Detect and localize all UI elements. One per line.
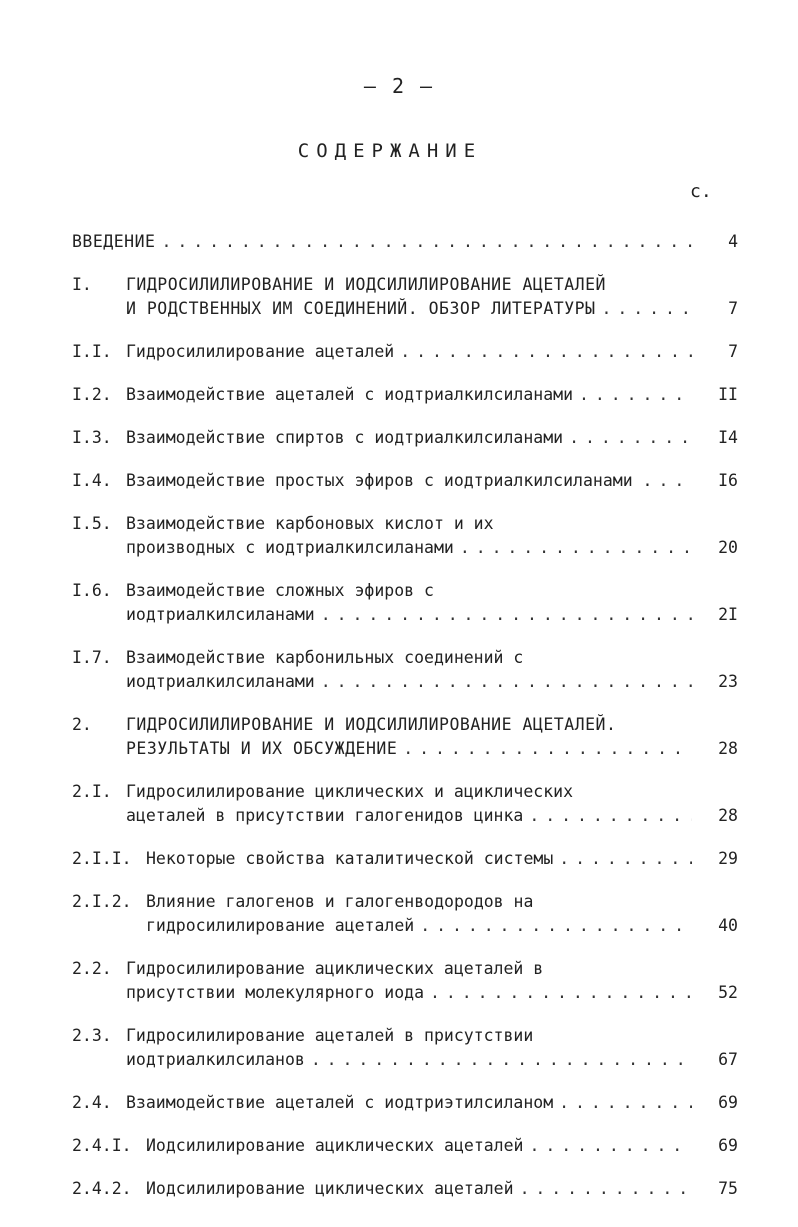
toc-entry-title: ГИДРОСИЛИЛИРОВАНИЕ И ИОДСИЛИЛИРОВАНИЕ АЦЕТАЛЕЙ. [126, 715, 617, 734]
toc-entry-number: 2.I.2. [72, 892, 132, 911]
toc-entry [72, 780, 738, 828]
toc-entry-line [72, 536, 738, 560]
toc-entry-line [72, 230, 738, 254]
toc-entry-line [72, 297, 738, 321]
dot-leader [161, 230, 692, 254]
toc-entry-line [72, 1091, 738, 1115]
toc-entry-number: I.I. [72, 342, 112, 361]
toc-entry-line [72, 340, 738, 364]
toc-entry-line [72, 426, 738, 450]
dot-leader [559, 847, 692, 871]
toc-entry-title: гидросилилирование ацеталей [146, 916, 415, 935]
dot-leader [559, 1091, 692, 1115]
toc-entry-number: I.5. [72, 514, 112, 533]
toc-entry [72, 646, 738, 694]
toc-entry-line [72, 780, 738, 804]
toc-entry-title: ВВЕДЕНИЕ [72, 232, 156, 251]
dot-leader [311, 1048, 692, 1072]
toc-entry-title: Иодсилилирование ациклических ацеталей [146, 1136, 524, 1155]
table-of-contents [72, 230, 738, 1220]
dot-leader [520, 1177, 692, 1201]
toc-entry [72, 230, 738, 254]
toc-entry-line [72, 512, 738, 536]
toc-entry-title: иодтриалкилсиланами [126, 605, 315, 624]
toc-entry-page: 7 [728, 299, 738, 318]
toc-entry-title: Взаимодействие карбоновых кислот и их [126, 514, 494, 533]
toc-entry [72, 579, 738, 627]
toc-entry-number: I. [72, 275, 92, 294]
toc-entry-title: ГИДРОСИЛИЛИРОВАНИЕ И ИОДСИЛИЛИРОВАНИЕ АЦЕТАЛЕЙ [126, 275, 606, 294]
toc-entry [72, 713, 738, 761]
toc-entry-line [72, 579, 738, 603]
toc-entry-title: Взаимодействие карбонильных соединений с [126, 648, 524, 667]
toc-entry-page: 28 [718, 739, 738, 758]
dot-leader [579, 383, 692, 407]
toc-entry-line [72, 890, 738, 914]
toc-entry-line [72, 273, 738, 297]
toc-entry-page: 75 [718, 1179, 738, 1198]
toc-entry-title: иодтриалкилсиланов [126, 1050, 305, 1069]
toc-entry-title: Взаимодействие простых эфиров с иодтриалкилсиланами . [126, 471, 653, 490]
toc-entry-title: Гидросилилирование ацеталей в присутствии [126, 1026, 534, 1045]
toc-entry-page: 69 [718, 1093, 738, 1112]
toc-entry [72, 1091, 738, 1115]
toc-entry [72, 1177, 738, 1201]
dot-leader [430, 981, 692, 1005]
toc-entry-page: 4 [728, 232, 738, 251]
toc-entry-title: Гидросилилирование циклических и ациклических [126, 782, 574, 801]
toc-entry-line [72, 981, 738, 1005]
toc-entry-number: 2.I.I. [72, 849, 132, 868]
toc-entry-line [72, 804, 738, 828]
dot-leader [602, 297, 692, 321]
toc-entry-title: Гидросилилирование ациклических ацеталей в [126, 959, 544, 978]
toc-entry-title: Иодсилилирование циклических ацеталей [146, 1179, 514, 1198]
toc-entry-line [72, 646, 738, 670]
toc-entry-title: Некоторые свойства каталитической системы [146, 849, 554, 868]
toc-entry-title: Взаимодействие ацеталей с иодтриалкилсиланами [126, 385, 574, 404]
toc-entry-number: I.7. [72, 648, 112, 667]
toc-entry-number: I.4. [72, 471, 112, 490]
toc-entry-page: I6 [718, 471, 738, 490]
toc-entry-page: 67 [718, 1050, 738, 1069]
toc-entry [72, 512, 738, 560]
dot-leader [321, 603, 692, 627]
toc-entry-line [72, 1134, 738, 1158]
toc-entry-number: 2.4. [72, 1093, 112, 1112]
toc-entry-page: 2I [718, 605, 738, 624]
toc-entry [72, 340, 738, 364]
toc-entry-number: 2.2. [72, 959, 112, 978]
toc-entry [72, 1024, 738, 1072]
toc-entry [72, 273, 738, 321]
toc-entry-line [72, 1177, 738, 1201]
toc-heading: СОДЕРЖАНИЕ [297, 140, 483, 162]
toc-entry [72, 383, 738, 407]
toc-entry-title: ацеталей в присутствии галогенидов цинка [126, 806, 524, 825]
toc-entry-page: 29 [718, 849, 738, 868]
dot-leader [530, 1134, 693, 1158]
toc-entry-page: I4 [718, 428, 738, 447]
toc-entry-line [72, 737, 738, 761]
dot-leader [420, 914, 692, 938]
toc-entry-page: 20 [718, 538, 738, 557]
toc-entry-number: 2.3. [72, 1026, 112, 1045]
page-column-label: с. [690, 181, 712, 202]
dot-leader [460, 536, 692, 560]
toc-entry-page: II [718, 385, 738, 404]
toc-entry [72, 1134, 738, 1158]
toc-entry-title: присутствии молекулярного иода [126, 983, 425, 1002]
dot-leader [569, 426, 692, 450]
page-number: – 2 – [363, 74, 435, 98]
toc-entry-line [72, 713, 738, 737]
toc-entry-number: I.6. [72, 581, 112, 600]
toc-entry-title: производных с иодтриалкилсиланами [126, 538, 454, 557]
toc-entry-line [72, 603, 738, 627]
dot-leader [529, 804, 692, 828]
toc-entry-line [72, 1048, 738, 1072]
toc-entry-title: Влияние галогенов и галогенводородов на [146, 892, 534, 911]
toc-entry-number: I.3. [72, 428, 112, 447]
toc-entry-number: I.2. [72, 385, 112, 404]
toc-entry [72, 847, 738, 871]
toc-entry-line [72, 1024, 738, 1048]
toc-entry-title: РЕЗУЛЬТАТЫ И ИХ ОБСУЖДЕНИЕ [126, 739, 398, 758]
toc-entry-line [72, 670, 738, 694]
toc-entry-page: 28 [718, 806, 738, 825]
dot-leader [403, 737, 692, 761]
toc-entry-page: 52 [718, 983, 738, 1002]
dot-leader [400, 340, 692, 364]
toc-entry-title: иодтриалкилсиланами [126, 672, 315, 691]
toc-entry-title: И РОДСТВЕННЫХ ИМ СОЕДИНЕНИЙ. ОБЗОР ЛИТЕРАТУРЫ [126, 299, 596, 318]
toc-entry [72, 957, 738, 1005]
toc-entry-page: 7 [728, 342, 738, 361]
toc-entry [72, 426, 738, 450]
toc-entry-title: Взаимодействие ацеталей с иодтриэтилсиланом [126, 1093, 554, 1112]
toc-entry-number: 2. [72, 715, 92, 734]
toc-entry-line [72, 914, 738, 938]
toc-entry-page: 69 [718, 1136, 738, 1155]
toc-entry [72, 469, 738, 493]
toc-entry-number: 2.4.2. [72, 1179, 132, 1198]
toc-entry-line [72, 383, 738, 407]
toc-entry-number: 2.I. [72, 782, 112, 801]
toc-entry-line [72, 957, 738, 981]
toc-entry-line [72, 469, 738, 493]
dot-leader [659, 469, 693, 493]
toc-entry-line [72, 847, 738, 871]
toc-entry-page: 23 [718, 672, 738, 691]
toc-entry-title: Взаимодействие сложных эфиров с [126, 581, 434, 600]
toc-entry-title: Гидросилилирование ацеталей [126, 342, 395, 361]
dot-leader [321, 670, 692, 694]
toc-entry-title: Взаимодействие спиртов с иодтриалкилсиланами [126, 428, 564, 447]
toc-entry [72, 890, 738, 938]
toc-entry-page: 40 [718, 916, 738, 935]
toc-entry-number: 2.4.I. [72, 1136, 132, 1155]
